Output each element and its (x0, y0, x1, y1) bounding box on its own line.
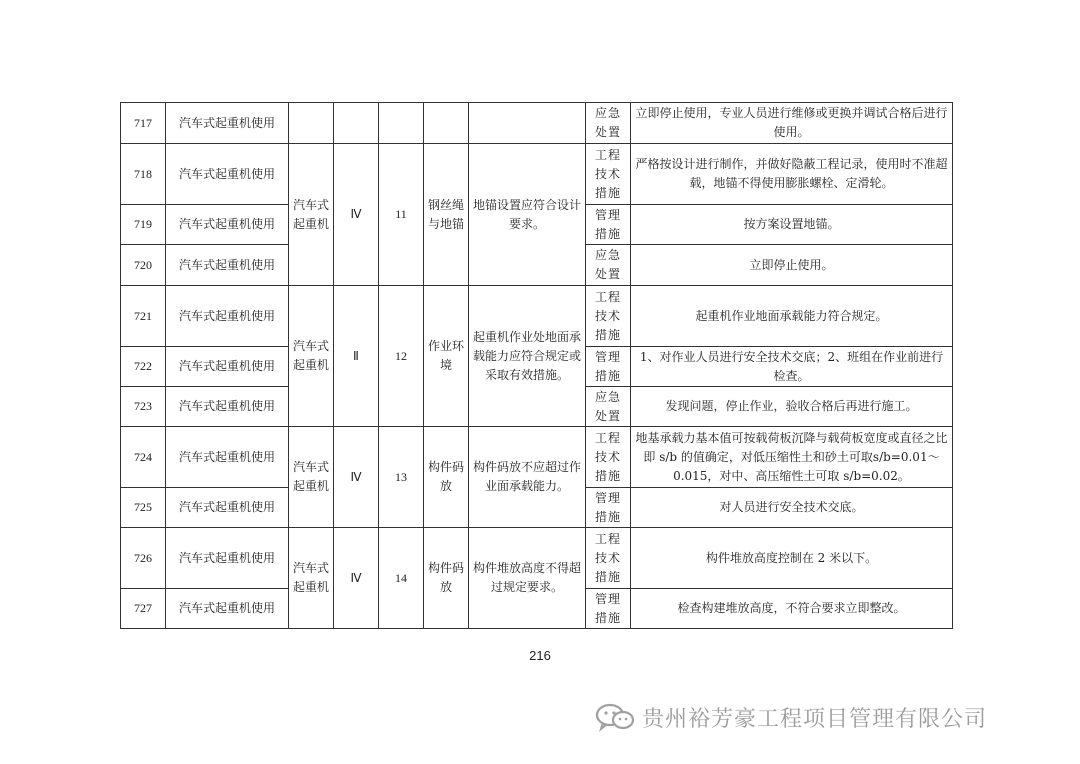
measure-type: 工程技术措施 (586, 286, 631, 347)
number-cell: 11 (379, 144, 424, 286)
row-id: 723 (121, 387, 166, 427)
activity-name: 汽车式起重机使用 (166, 205, 289, 245)
activity-name: 汽车式起重机使用 (166, 427, 289, 488)
row-id: 724 (121, 427, 166, 488)
row-id: 720 (121, 245, 166, 286)
level-cell: Ⅳ (334, 144, 379, 286)
table-row (121, 528, 953, 589)
row-id: 725 (121, 488, 166, 528)
activity-name: 汽车式起重机使用 (166, 488, 289, 528)
activity-name: 汽车式起重机使用 (166, 347, 289, 387)
activity-name: 汽车式起重机使用 (166, 286, 289, 347)
requirement-cell: 构件码放不应超过作业面承载能力。 (469, 427, 586, 528)
measure-text: 立即停止使用，专业人员进行维修或更换并调试合格后进行使用。 (631, 103, 953, 144)
wechat-icon (594, 702, 636, 732)
number-cell: 13 (379, 427, 424, 528)
table-row (121, 286, 953, 347)
level-cell: Ⅳ (334, 528, 379, 629)
number-cell (379, 103, 424, 144)
page-number: 216 (529, 648, 551, 663)
row-id: 717 (121, 103, 166, 144)
watermark (594, 700, 987, 734)
table-row (121, 144, 953, 205)
measure-type: 应急处置 (586, 103, 631, 144)
number-cell: 14 (379, 528, 424, 629)
measure-text: 构件堆放高度控制在 2 米以下。 (631, 528, 953, 589)
row-id: 718 (121, 144, 166, 205)
measure-type: 管理措施 (586, 589, 631, 629)
hazard-measures-table (120, 102, 953, 629)
level-cell (334, 103, 379, 144)
measure-text: 发现问题，停止作业，验收合格后再进行施工。 (631, 387, 953, 427)
row-id: 721 (121, 286, 166, 347)
row-id: 727 (121, 589, 166, 629)
activity-name: 汽车式起重机使用 (166, 589, 289, 629)
equipment-cell (289, 103, 334, 144)
hazard-cell: 钢丝绳与地锚 (424, 144, 469, 286)
equipment-cell: 汽车式起重机 (289, 144, 334, 286)
hazard-cell: 构件码放 (424, 528, 469, 629)
activity-name: 汽车式起重机使用 (166, 387, 289, 427)
measure-type: 管理措施 (586, 347, 631, 387)
level-cell: Ⅱ (334, 286, 379, 427)
hazard-cell: 构件码放 (424, 427, 469, 528)
activity-name: 汽车式起重机使用 (166, 144, 289, 205)
requirement-cell: 构件堆放高度不得超过规定要求。 (469, 528, 586, 629)
equipment-cell: 汽车式起重机 (289, 427, 334, 528)
equipment-cell: 汽车式起重机 (289, 286, 334, 427)
measure-text: 1、对作业人员进行安全技术交底；2、班组在作业前进行检查。 (631, 347, 953, 387)
measure-text: 地基承载力基本值可按载荷板沉降与载荷板宽度或直径之比即 s/b 的值确定，对低压缩性土和砂土可取s/b=0.01～0.015，对中、高压缩性土可取 s/b=0.02。 (631, 427, 953, 488)
activity-name: 汽车式起重机使用 (166, 103, 289, 144)
row-id: 722 (121, 347, 166, 387)
requirement-cell: 地锚设置应符合设计要求。 (469, 144, 586, 286)
measure-type: 工程技术措施 (586, 427, 631, 488)
measure-type: 管理措施 (586, 205, 631, 245)
row-id: 726 (121, 528, 166, 589)
hazard-cell: 作业环境 (424, 286, 469, 427)
measure-type: 工程技术措施 (586, 528, 631, 589)
number-cell: 12 (379, 286, 424, 427)
measure-type: 应急处置 (586, 387, 631, 427)
measure-text: 按方案设置地锚。 (631, 205, 953, 245)
activity-name: 汽车式起重机使用 (166, 528, 289, 589)
table-row (121, 103, 953, 144)
activity-name: 汽车式起重机使用 (166, 245, 289, 286)
measure-type: 应急处置 (586, 245, 631, 286)
measure-text: 严格按设计进行制作，并做好隐蔽工程记录，使用时不准超载，地锚不得使用膨胀螺栓、定滑轮。 (631, 144, 953, 205)
requirement-cell (469, 103, 586, 144)
table-row (121, 427, 953, 488)
watermark-text: 贵州裕芳豪工程项目管理有限公司 (642, 706, 988, 732)
row-id: 719 (121, 205, 166, 245)
requirement-cell: 起重机作业处地面承载能力应符合规定或采取有效措施。 (469, 286, 586, 427)
measure-text: 检查构建堆放高度，不符合要求立即整改。 (631, 589, 953, 629)
equipment-cell: 汽车式起重机 (289, 528, 334, 629)
level-cell: Ⅳ (334, 427, 379, 528)
measure-type: 管理措施 (586, 488, 631, 528)
measure-type: 工程技术措施 (586, 144, 631, 205)
hazard-cell (424, 103, 469, 144)
measure-text: 对人员进行安全技术交底。 (631, 488, 953, 528)
measure-text: 起重机作业地面承载能力符合规定。 (631, 286, 953, 347)
measure-text: 立即停止使用。 (631, 245, 953, 286)
